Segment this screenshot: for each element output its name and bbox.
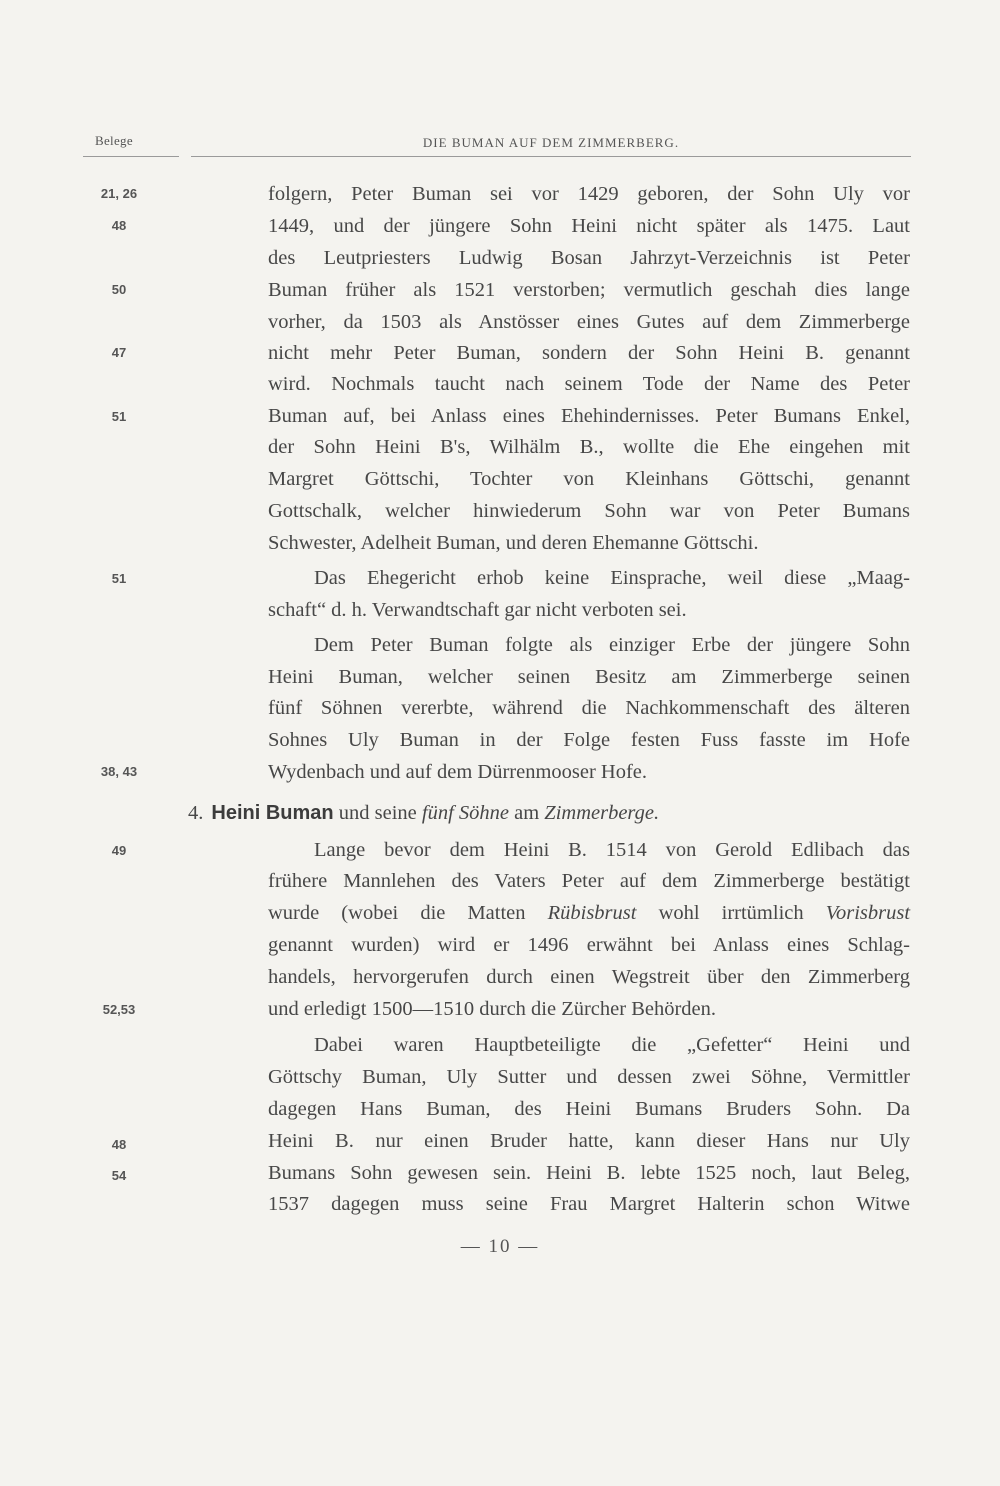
text-line: Dabei waren Hauptbeteiligte die „Gefetter“ Heini und [314,1034,910,1056]
margin-ref: 21, 26 [100,186,138,201]
text-line: Das Ehegericht erhob keine Einsprache, weil diese „Maag- [314,567,910,589]
text-line: Lange bevor dem Heini B. 1514 von Gerold Edlibach das [314,839,910,861]
text-line: wird. Nochmals taucht nach seinem Tode der Name des Peter [268,373,910,395]
text-line: Heini Buman, welcher seinen Besitz am Zimmerberge seinen [268,666,910,688]
running-header-title: DIE BUMAN AUF DEM ZIMMERBERG. [422,135,680,150]
text-line: fünf Söhnen vererbte, während die Nachkommenschaft des älteren [268,697,910,719]
margin-ref: 38, 43 [100,764,138,779]
header-rule-right [191,156,911,157]
margin-ref: 48 [111,218,127,233]
text-line: folgern, Peter Buman sei vor 1429 geboren, der Sohn Uly vor [268,183,910,205]
text-line: Sohnes Uly Buman in der Folge festen Fuss fasste im Hofe [268,729,910,751]
section-text: und seine [338,802,417,824]
text-line [268,897,910,929]
text-line: nicht mehr Peter Buman, sondern der Sohn Heini B. genannt [268,342,910,364]
text-line: der Sohn Heini B's, Wilhälm B., wollte die Ehe eingehen mit [268,436,910,458]
text-line: Dem Peter Buman folgte als einziger Erbe der jüngere Sohn [314,634,910,656]
text-line: und erledigt 1500—1510 durch die Zürcher Behörden. [268,998,717,1020]
margin-ref: 51 [111,571,127,586]
margin-ref: 54 [111,1168,127,1183]
margin-ref: 50 [111,282,127,297]
text-line: Margret Göttschi, Tochter von Kleinhans Göttschi, genannt [268,468,910,490]
margin-ref: 47 [111,345,127,360]
text-span: wurde (wobei die Matten [268,902,526,924]
section-text: am [514,802,540,824]
text-line: Göttschy Buman, Uly Sutter und dessen zwei Söhne, Vermittler [268,1066,910,1088]
text-line: genannt wurden) wird er 1496 erwähnt bei Anlass eines Schlag- [268,934,910,956]
text-line: dagegen Hans Buman, des Heini Bumans Bruders Sohn. Da [268,1098,910,1120]
margin-ref: 52,53 [102,1002,136,1017]
text-line: handels, hervorgerufen durch einen Wegstreit über den Zimmerberg [268,966,910,988]
place-name: Rübisbrust [547,902,637,924]
text-line: Heini B. nur einen Bruder hatte, kann dieser Hans nur Uly [268,1130,910,1152]
section-number: 4. [188,802,204,824]
margin-ref: 51 [111,409,127,424]
text-line: Bumans Sohn gewesen sein. Heini B. lebte 1525 noch, laut Beleg, [268,1162,910,1184]
margin-ref: 48 [111,1137,127,1152]
header-rule-left [83,156,179,157]
text-line: frühere Mannlehen des Vaters Peter auf dem Zimmerberge bestätigt [268,870,910,892]
text-span: wohl irrtümlich [658,902,804,924]
running-header-label: Belege [95,133,133,148]
text-line: 1537 dagegen muss seine Frau Margret Halterin schon Witwe [268,1193,910,1215]
text-line: vorher, da 1503 als Anstösser eines Gutes auf dem Zimmerberge [268,311,910,333]
page-number: — 10 — [460,1236,540,1257]
section-italic: fünf Söhne [421,802,509,824]
text-line: schaft“ d. h. Verwandtschaft gar nicht verboten sei. [268,599,687,621]
section-italic: Zimmerberge. [544,802,660,824]
place-name: Vorisbrust [825,902,911,924]
section-heading [188,797,659,829]
text-line: Schwester, Adelheit Buman, und deren Ehemanne Göttschi. [268,532,759,554]
text-line: Wydenbach und auf dem Dürrenmooser Hofe. [268,761,648,783]
text-line: des Leutpriesters Ludwig Bosan Jahrzyt-Verzeichnis ist Peter [268,247,910,269]
text-line: Gottschalk, welcher hinwiederum Sohn war von Peter Bumans [268,500,910,522]
text-line: Buman auf, bei Anlass eines Ehehindernisses. Peter Bumans Enkel, [268,405,910,427]
text-line: 1449, und der jüngere Sohn Heini nicht später als 1475. Laut [268,215,910,237]
section-name: Heini Buman [211,802,334,824]
text-line: Buman früher als 1521 verstorben; vermutlich geschah dies lange [268,279,910,301]
margin-ref: 49 [111,843,127,858]
